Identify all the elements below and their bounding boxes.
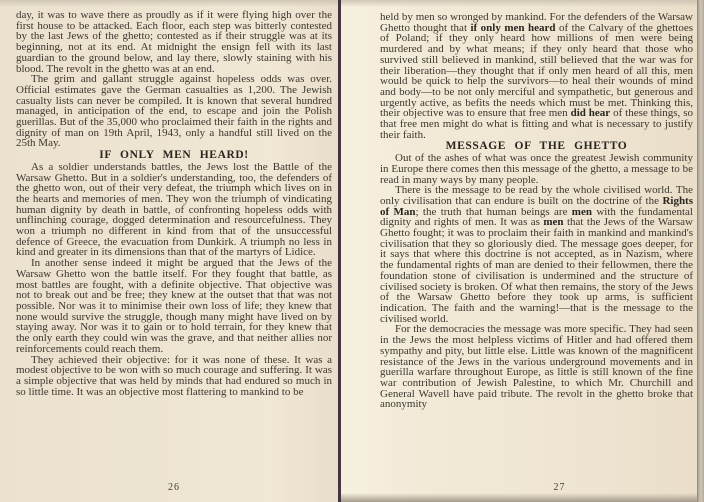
paragraph: For the democracies the message was more specific. They had seen in the Jews the most helpless victims of Hitler and had offered them sympathy and pity, but little else. Little was known of the magnificent resistance of the Jews in the various underground movements and in guerilla warfare throughout Europe, as little is still known of the fine war contribution of Jewish Palestine, to which Mr. Churchill and General Wavell have paid tribute. The revolt in the ghetto broke that anonymity [380, 323, 693, 411]
page-left [0, 0, 339, 502]
page-edge-right [697, 0, 704, 502]
paragraph: As a soldier understands battles, the Jews lost the Battle of the Warsaw Ghetto. But in a soldier's understanding, too, the defenders of the ghetto won, out of their very defeat, the triumph which lives on in the hearts and memories of men. They won the triumph of vindicating human dignity by death in battle, of confronting hopeless odds with unflinching courage, dogged determination and resourcefulness. They won a triumph no different in kind from that of the unsuccessful defence of Greece, the evacuation from Dunkirk. A triumph no less in kind and greater in its dimensions than that of the martyrs of Lidice. [16, 160, 332, 259]
section-heading: IF ONLY MEN HEARD! [99, 149, 249, 162]
page-right-text [380, 12, 693, 480]
paragraph: In another sense indeed it might be argued that the Jews of the Warsaw Ghetto won the battle itself. For they fought that battle, as most battles are fought, with a definite objective. That objective was not to break out and be free; they knew at the outset that that was not possible. Nor was it to minimise their own loss of life; they knew that none would survive the struggle, though many might have lived on by staying away. Nor was it to gain or to hold terrain, for they knew that the only earth they could win was the grave, and that neither allies nor reinforcements could reach them. [16, 257, 332, 355]
paragraph: They achieved their objective: for it was none of these. It was a modest objective to be won with so much courage and suffering. It was a simple objective that was held by minds that had endured so much in so little time. It was an objective most flattering to mankind to be [16, 353, 332, 398]
page-left-text [16, 10, 332, 480]
paragraph: held by men so wronged by mankind. For the defenders of the Warsaw Ghetto thought that if only men heard of the Calvary of the ghettoes of Poland; if they only heard how millions of men were being murdered and by what means; if they only heard that those who survived still believed in mankind, still believed that the war was for their liberation—they thought that if only men heard of all this, men would be quick to help the survivors—to heal their wounds of mind and body—to be not only merciful and sympathetic, but generous and urgently active, as befits the needs which must be met. Thinking this, their objective was to ensure that free men did hear of these things, so that free men might do what is fitting and what is necessary to justify their faith. [380, 12, 693, 141]
paragraph: The grim and gallant struggle against hopeless odds was over. Official estimates gave the German casualties as 1,200. The Jewish casualty lists can never be compiled. It is known that several hundred managed, in anticipation of the end, to escape and join the Polish guerillas. But of the 35,000 who proclaimed their faith in the rights and dignity of man on 19th April, 1943, only a handful still lived on the 25th May. [16, 73, 332, 150]
paragraph: day, it was to wave there as proudly as if it were flying high over the first house to be attacked. Each floor, each step was bitterly contested by the last Jews of the ghetto; contested as if their struggle was at its beginning, not at its end. At midnight the ensign fell with its last guardian to the ground below, and lay there, slowly staining with his blood. The revolt in the ghetto was at an end. [16, 10, 332, 75]
page-left-number: 26 [168, 482, 180, 493]
page-right [341, 0, 697, 502]
paragraph: Out of the ashes of what was once the greatest Jewish community in Europe there comes then this message of the ghetto, a message to be read in many ways by many people. [380, 152, 693, 186]
section-heading: MESSAGE OF THE GHETTO [445, 140, 628, 153]
paragraph: There is the message to be read by the whole civilised world. The only civilisation that can endure is built on the doctrine of the Rights of Man; the truth that human beings are men with the fundamental dignity and rights of men. It was as men that the Jews of the Warsaw Ghetto fought; it was to proclaim their faith in mankind and mankind's civilisation that they so gloriously died. The message goes deeper, for it says that where this doctrine is not accepted, as in Nazism, where the fundamental rights of man are denied to their fellowmen, there the foundation stone of civilisation is undermined and the structure of civilised society is broken. Of what then remains, the story of the Jews of the Warsaw Ghetto before they took up arms, is sufficient indication. The faith and the warning!—that is the message to the civilised world. [380, 184, 693, 325]
page-right-number: 27 [553, 482, 566, 493]
